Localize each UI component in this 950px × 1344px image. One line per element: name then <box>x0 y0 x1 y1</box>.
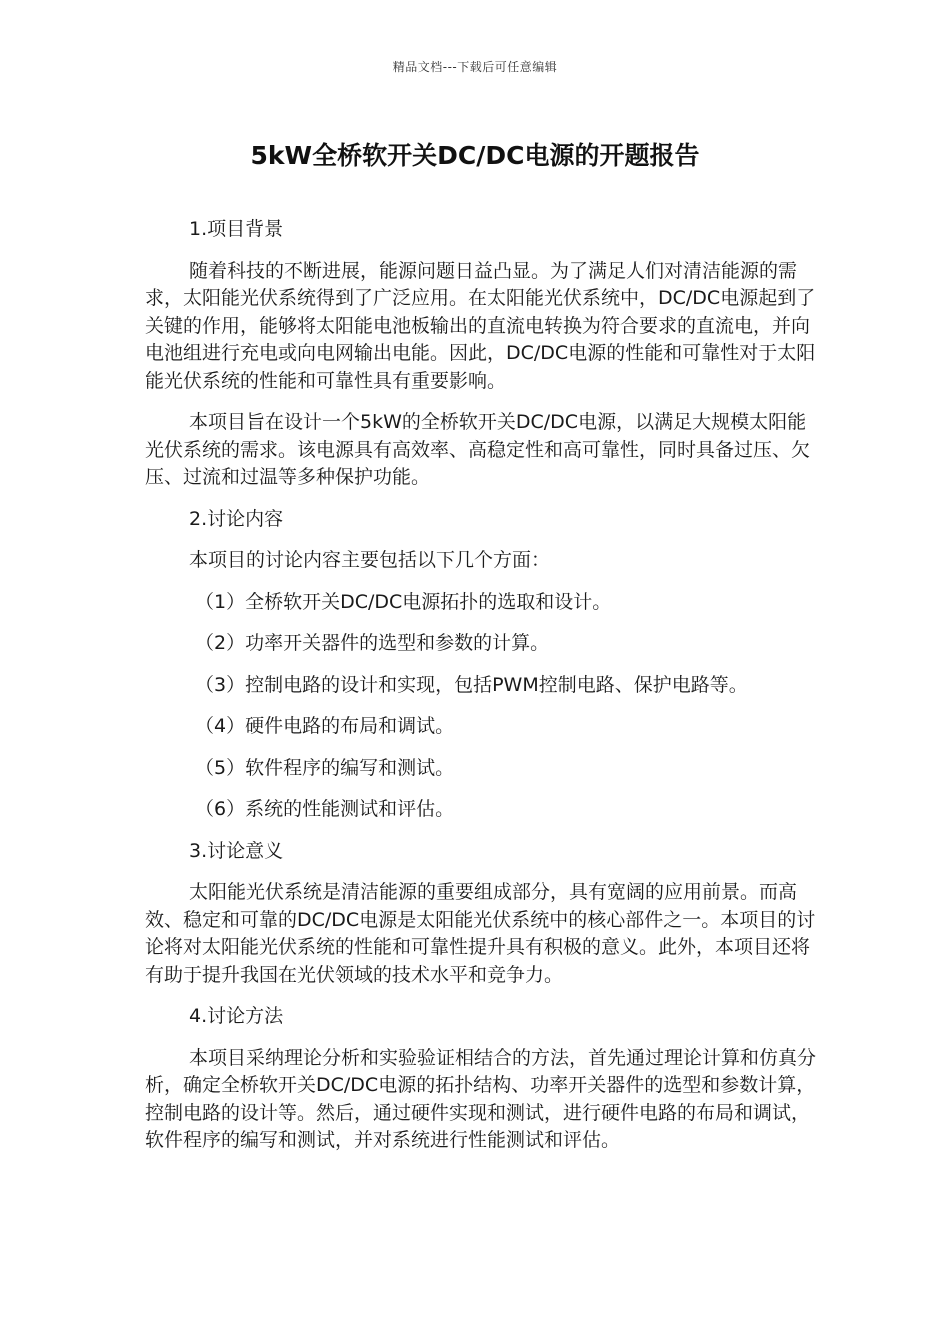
list-item: （1）全桥软开关DC/DC电源拓扑的选取和设计。 <box>195 590 612 613</box>
list-item: （6）系统的性能测试和评估。 <box>195 798 455 820</box>
section-heading-content: 2.讨论内容 <box>189 507 284 530</box>
section-heading-method: 4.讨论方法 <box>189 1005 284 1027</box>
list-item: （4）硬件电路的布局和调试。 <box>195 715 455 737</box>
background-paragraph-1: 随着科技的不断进展，能源问题日益凸显。为了满足人们对清洁能源的需求，太阳能光伏系统得到了广泛应用。在太阳能光伏系统中，DC/DC电源起到了关键的作用，能够将太阳能电池板输出的直流电转换为符合要求的直流电，并向电池组进行充电或向电网输出电能。因此，DC/DC电源的性能和可靠性对于太阳能光伏系统的性能和可靠性具有重要影响。 <box>145 259 816 392</box>
section-heading-background: 1.项目背景 <box>189 218 284 240</box>
document-body <box>145 216 817 1169</box>
content-list <box>145 589 817 824</box>
list-item: （5）软件程序的编写和测试。 <box>195 756 455 779</box>
significance-paragraph-1: 太阳能光伏系统是清洁能源的重要组成部分，具有宽阔的应用前景。而高效、稳定和可靠的DC/DC电源是太阳能光伏系统中的核心部件之一。本项目的讨论将对太阳能光伏系统的性能和可靠性提升具有积极的意义。此外，本项目还将有助于提升我国在光伏领域的技术水平和竞争力。 <box>145 881 816 986</box>
method-paragraph-1: 本项目采纳理论分析和实验验证相结合的方法，首先通过理论计算和仿真分析，确定全桥软开关DC/DC电源的拓扑结构、功率开关器件的选型和参数计算，控制电路的设计等。然后，通过硬件实现和测试，进行硬件电路的布局和调试，软件程序的编写和测试，并对系统进行性能测试和评估。 <box>145 1046 817 1151</box>
header-note: 精品文档---下载后可任意编辑 <box>392 60 558 74</box>
content-intro: 本项目的讨论内容主要包括以下几个方面： <box>189 549 551 571</box>
background-paragraph-2: 本项目旨在设计一个5kW的全桥软开关DC/DC电源，以满足大规模太阳能光伏系统的需求。该电源具有高效率、高稳定性和高可靠性，同时具备过压、欠压、过流和过温等多种保护功能。 <box>145 411 811 488</box>
list-item: （3）控制电路的设计和实现，包括PWM控制电路、保护电路等。 <box>195 673 748 696</box>
document-title: 5kW全桥软开关DC/DC电源的开题报告 <box>250 141 700 170</box>
section-heading-significance: 3.讨论意义 <box>189 839 284 862</box>
list-item: （2）功率开关器件的选型和参数的计算。 <box>195 632 550 654</box>
